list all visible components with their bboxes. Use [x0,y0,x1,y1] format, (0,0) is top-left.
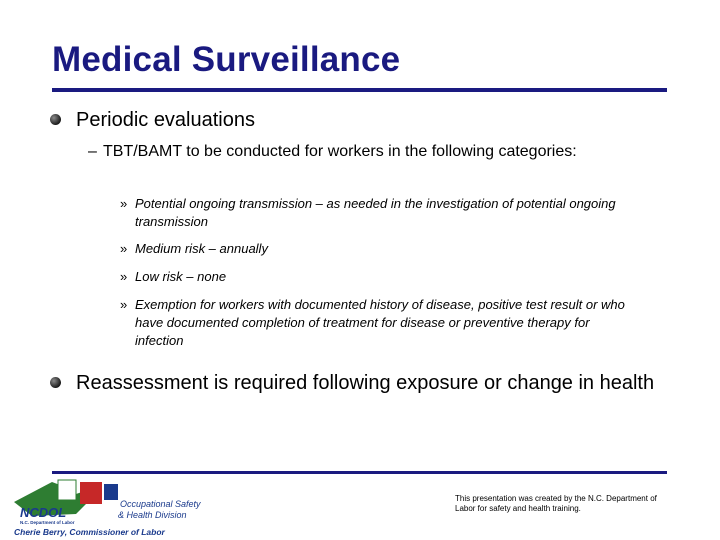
ncdol-logo [12,474,202,538]
bullet-periodic-evaluations [50,107,670,133]
logo-name: NCDOL [20,505,67,520]
title-divider [52,88,667,92]
family-icon [80,482,102,504]
bullet-reassessment [50,370,670,396]
category-text: Exemption for workers with documented history of disease, positive test result or who have documented completion of treatment for disease or preventive therapy for infection [135,297,625,348]
logo-department: N.C. Department of Labor [20,520,75,525]
category-text: Medium risk – annually [135,241,268,256]
category-item [120,195,640,231]
chevron-marker-icon: » [120,241,128,256]
logo-division-line1: Occupational Safety [120,499,201,509]
bullet-dot-icon [50,377,61,388]
category-item [120,268,640,286]
chevron-marker-icon: » [120,269,128,284]
building-icon [104,484,118,500]
sub-bullet-text: TBT/BAMT to be conducted for workers in the following categories: [103,143,577,160]
category-text: Potential ongoing transmission – as needed in the investigation of potential ongoing transmission [135,196,616,229]
footer-credit: This presentation was created by the N.C. Department of Labor for safety and health training. [455,494,657,513]
dash-marker: – [88,143,97,160]
category-item [120,240,640,258]
logo-division-line2: & Health Division [118,510,187,520]
logo-commissioner: Cherie Berry, Commissioner of Labor [14,527,165,537]
slide-title: Medical Surveillance [52,40,401,79]
chevron-marker-icon: » [120,297,128,312]
chevron-marker-icon: » [120,196,128,211]
bullet-text: Periodic evaluations [76,109,255,131]
worker-icon [58,480,76,500]
bullet-text: Reassessment is required following exposure or change in health [76,372,655,394]
category-text: Low risk – none [135,269,227,284]
sub-bullet-tbt-bamt [88,141,608,163]
bullet-dot-icon [50,114,61,125]
category-item [120,296,640,350]
